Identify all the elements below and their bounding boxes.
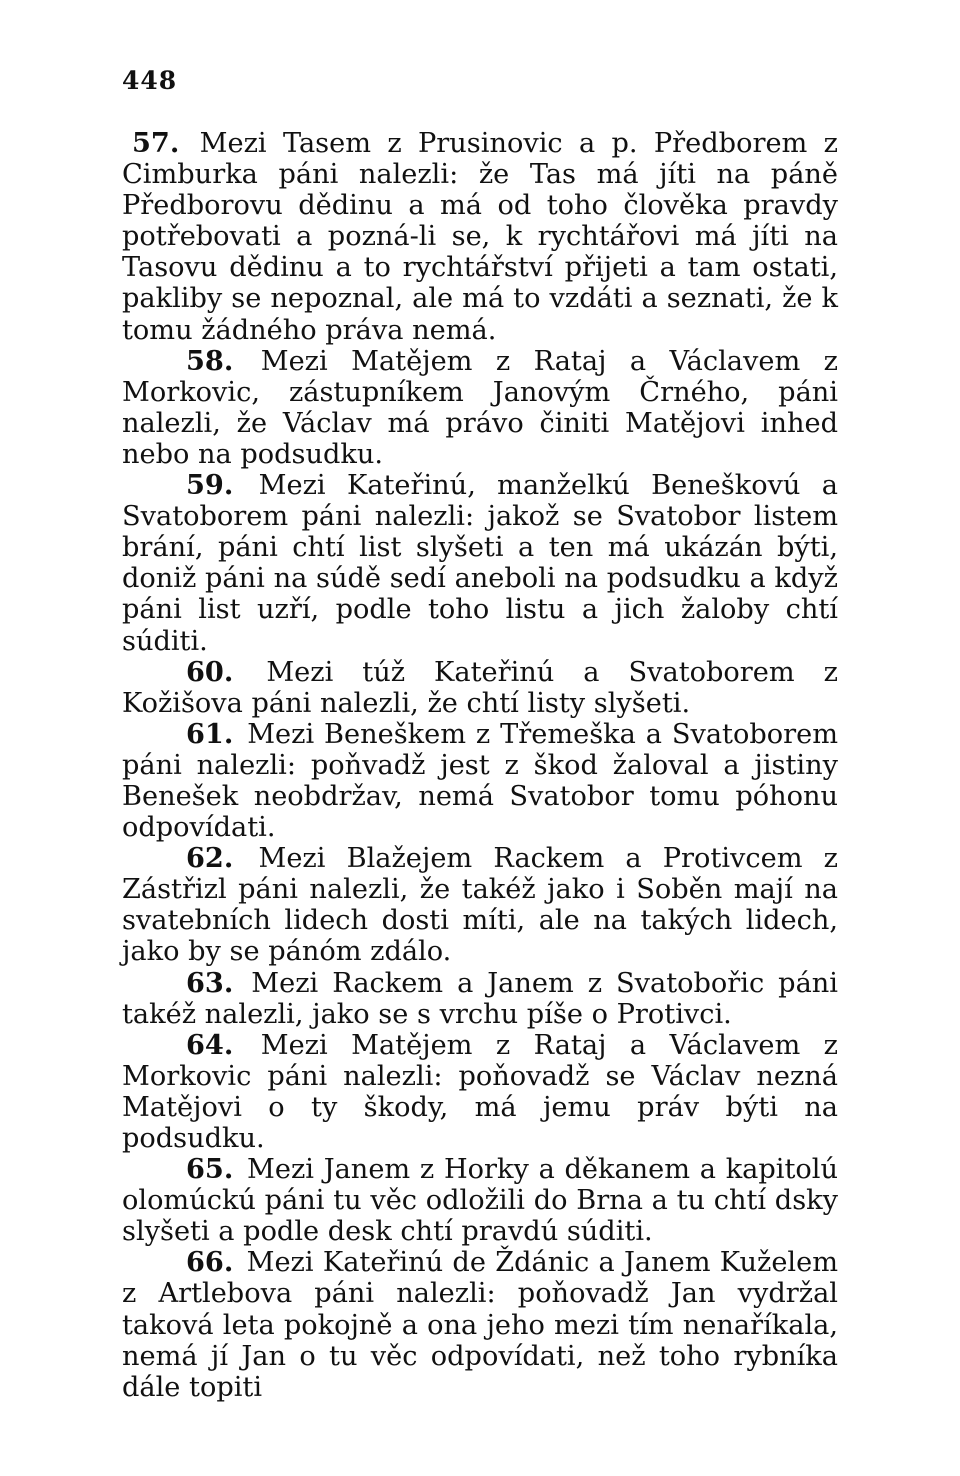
page-number: 448 — [122, 66, 178, 95]
entry-57 — [122, 128, 838, 346]
entry-text: Mezi Matějem z Rataj a Václavem z Morkovic páni nalezli: poňovadž se Václav nezná Matějovi o ty škody, má jemu práv býti na podsudku. — [122, 1029, 838, 1154]
entry-number: 58. — [186, 344, 234, 377]
entry-66 — [122, 1247, 838, 1402]
entry-number: 60. — [186, 655, 234, 688]
entry-58 — [122, 346, 838, 470]
entry-text: Mezi Matějem z Rataj a Václavem z Morkovic, zástupníkem Janovým Črného, páni nalezli, že Václav má právo činiti Matějovi inhed nebo na podsudku. — [122, 345, 838, 470]
entry-text: Mezi Tasem z Prusinovic a p. Předborem z Cimburka páni nalezli: že Tas má jíti na páně Předborovu dědinu a má od toho člověka pravdy potřebovati a pozná-li se, k rychtářovi má jíti na Tasovu dědinu a to rychtářství přijeti a tam ostati, pakliby se nepoznal, ale má to vzdáti a seznati, že k tomu žádného práva nemá. — [122, 128, 838, 346]
entry-text: Mezi Kateřinú, manželkú Beneškovú a Svatoborem páni nalezli: jakož se Svatobor listem brání, páni chtí list slyšeti a ten má ukázán býti, doniž páni na súdě sedí aneboli na podsudku a když páni list uzří, podle toho listu a jich žaloby chtí súditi. — [122, 470, 838, 657]
page-body-text — [122, 128, 838, 1403]
entry-number: 59. — [186, 469, 234, 502]
entry-64 — [122, 1030, 838, 1154]
entry-63 — [122, 968, 838, 1030]
entry-number: 63. — [186, 966, 234, 999]
entry-number: 64. — [186, 1028, 234, 1061]
entry-text: Mezi túž Kateřinú a Svatoborem z Kožišova páni nalezli, že chtí listy slyšeti. — [122, 656, 838, 719]
entry-number: 61. — [186, 717, 234, 750]
entry-number: 66. — [186, 1246, 234, 1279]
entry-62 — [122, 843, 838, 967]
entry-text: Mezi Beneškem z Třemeška a Svatoborem páni nalezli: poňvadž jest z škod žaloval a jistiny Benešek neobdržav, nemá Svatobor tomu póhonu odpovídati. — [122, 718, 838, 844]
entry-number: 65. — [186, 1153, 234, 1186]
entry-text: Mezi Janem z Horky a děkanem a kapitolú olomúckú páni tu věc odložili do Brna a tu chtí dsky slyšeti a podle desk chtí pravdú súditi. — [122, 1154, 838, 1248]
entry-text: Mezi Blažejem Rackem a Protivcem z Zástřizl páni nalezli, že takéž jako i Soběn mají na svatebních lidech dosti míti, ale na takých lidech, jako by se pánóm zdálo. — [122, 843, 838, 968]
entry-number: 62. — [186, 842, 234, 875]
entry-65 — [122, 1154, 838, 1247]
entry-number: 57. — [132, 127, 180, 159]
entry-61 — [122, 719, 838, 843]
entry-59 — [122, 470, 838, 657]
entry-60 — [122, 657, 838, 719]
entry-text: Mezi Kateřinú de Ždánic a Janem Kuželem z Artlebova páni nalezli: poňovadž Jan vydržal taková leta pokojně a ona jeho mezi tím nenaříkala, nemá jí Jan o tu věc odpovídati, než toho rybníka dále topiti — [122, 1247, 838, 1403]
entry-text: Mezi Rackem a Janem z Svatobořic páni takéž nalezli, jako se s vrchu píše o Protivci. — [122, 967, 838, 1030]
